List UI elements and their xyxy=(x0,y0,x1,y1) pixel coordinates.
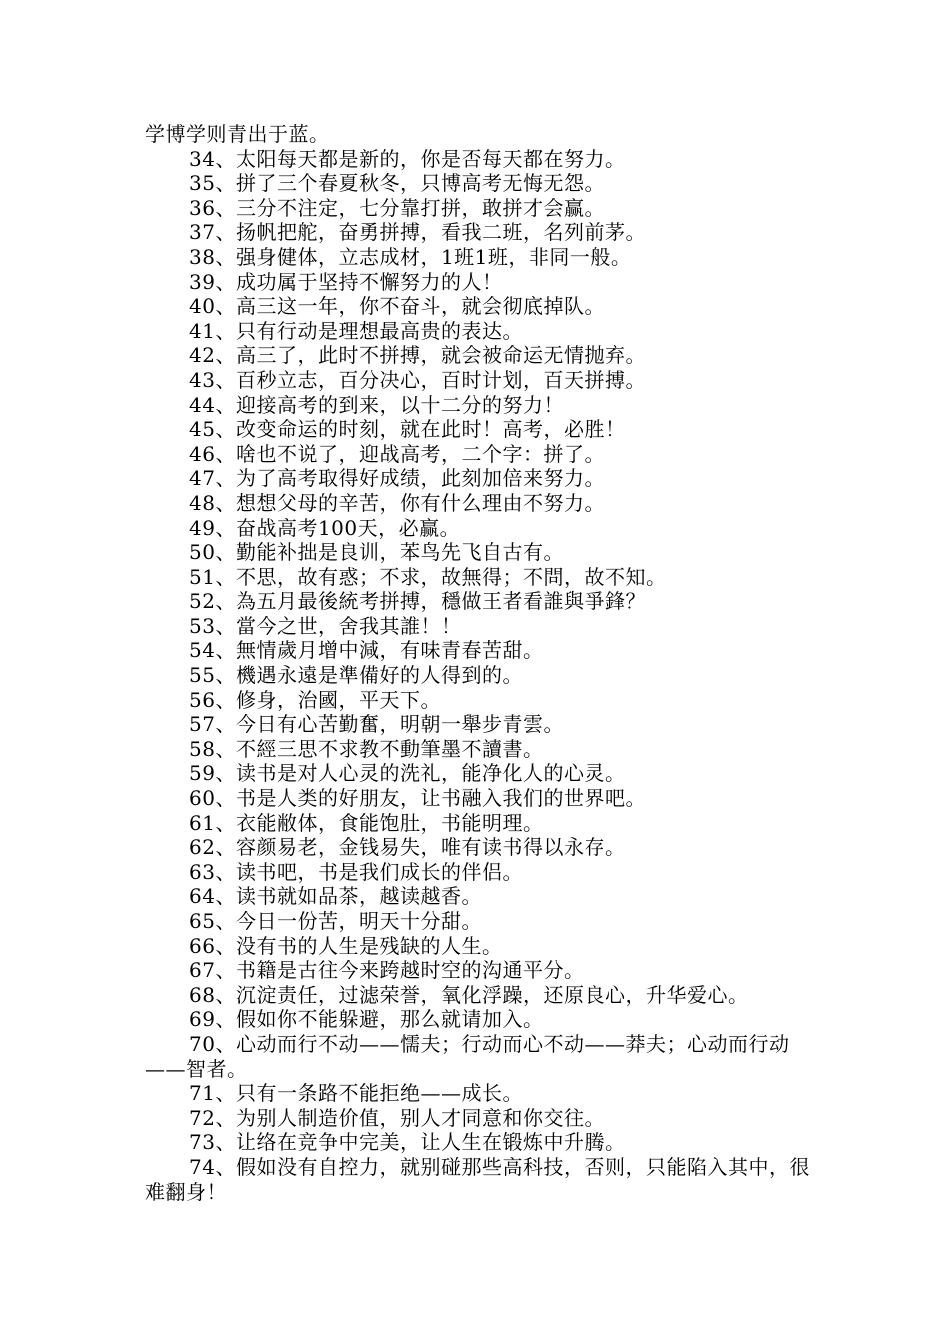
text-line: 54、無情歲月增中減，有味青春苦甜。 xyxy=(189,638,544,663)
text-line: 55、機遇永遠是準備好的人得到的。 xyxy=(189,663,523,688)
text-line: 67、书籍是古往今来跨越时空的沟通平分。 xyxy=(189,958,585,983)
text-line: 47、为了高考取得好成绩，此刻加倍来努力。 xyxy=(189,466,605,491)
text-line: 51、不思，故有惑；不求，故無得；不問，故不知。 xyxy=(189,564,667,589)
text-line: 65、今日一份苦，明天十分甜。 xyxy=(189,909,482,933)
text-line: 72、为别人制造价值，别人才同意和你交往。 xyxy=(189,1105,605,1130)
text-line: 59、读书是对人心灵的洗礼，能净化人的心灵。 xyxy=(189,761,626,786)
text-line: 63、读书吧，书是我们成长的伴侣。 xyxy=(189,859,523,884)
text-line: 39、成功属于坚持不懈努力的人！ xyxy=(189,269,503,294)
text-line: 学博学则青出于蓝。 xyxy=(145,122,330,146)
text-line: 45、改变命运的时刻，就在此时！高考，必胜！ xyxy=(189,417,626,442)
text-line: 49、奋战高考100天，必赢。 xyxy=(189,515,461,540)
text-line: 43、百秒立志，百分决心，百时计划，百天拼搏。 xyxy=(189,367,646,392)
document-body xyxy=(145,122,813,1204)
text-line: 57、今日有心苦勤奮，明朝一舉步青雲。 xyxy=(189,712,564,737)
text-line: 70、心动而行不动——懦夫；行动而心不动——莽夫；心动而行动——智者。 xyxy=(145,1031,790,1081)
text-line: 58、不經三思不求教不動筆墨不讀書。 xyxy=(189,736,544,761)
text-line: 64、读书就如品茶，越读越香。 xyxy=(189,884,482,909)
text-line: 56、修身，治國，平天下。 xyxy=(189,687,441,712)
text-line: 40、高三这一年，你不奋斗，就会彻底掉队。 xyxy=(189,294,605,319)
text-line: 62、容颜易老，金钱易失，唯有读书得以永存。 xyxy=(189,835,626,860)
text-line: 41、只有行动是理想最高贵的表达。 xyxy=(189,318,523,343)
text-line: 34、太阳每天都是新的，你是否每天都在努力。 xyxy=(189,146,626,171)
text-line: 35、拼了三个春夏秋冬，只博高考无悔无怨。 xyxy=(189,171,605,196)
text-line: 44、迎接高考的到来，以十二分的努力！ xyxy=(189,392,564,417)
text-line: 60、书是人类的好朋友，让书融入我们的世界吧。 xyxy=(189,786,646,811)
text-line: 48、想想父母的辛苦，你有什么理由不努力。 xyxy=(189,490,605,515)
text-line: 38、强身健体，立志成材，1班1班，非同一般。 xyxy=(189,244,632,269)
text-line: 73、让络在竞争中完美，让人生在锻炼中升腾。 xyxy=(189,1130,626,1155)
text-line: 50、勤能补拙是良训，苯鸟先飞自古有。 xyxy=(189,540,564,565)
text-line: 61、衣能敝体，食能饱肚，书能明理。 xyxy=(189,810,544,835)
text-line: 53、當今之世，舍我其誰！！ xyxy=(189,613,462,638)
text-line: 74、假如没有自控力，就别碰那些高科技，否则，只能陷入其中，很难翻身！ xyxy=(145,1154,810,1204)
text-line: 52、為五月最後統考拼搏，穩做王者看誰與爭鋒？ xyxy=(189,589,646,614)
text-line: 36、三分不注定，七分靠打拼，敢拼才会赢。 xyxy=(189,195,605,220)
text-line: 68、沉淀责任，过滤荣誉，氧化浮躁，还原良心，升华爱心。 xyxy=(189,982,749,1007)
text-line: 71、只有一条路不能拒绝——成长。 xyxy=(189,1081,523,1106)
text-line: 66、没有书的人生是残缺的人生。 xyxy=(189,933,503,958)
text-line: 69、假如你不能躲避，那么就请加入。 xyxy=(189,1007,544,1032)
text-line: 37、扬帆把舵，奋勇拼搏，看我二班，名列前茅。 xyxy=(189,220,646,245)
text-line: 42、高三了，此时不拼搏，就会被命运无情抛弃。 xyxy=(189,343,646,368)
text-line: 46、啥也不说了，迎战高考，二个字：拼了。 xyxy=(189,441,605,466)
